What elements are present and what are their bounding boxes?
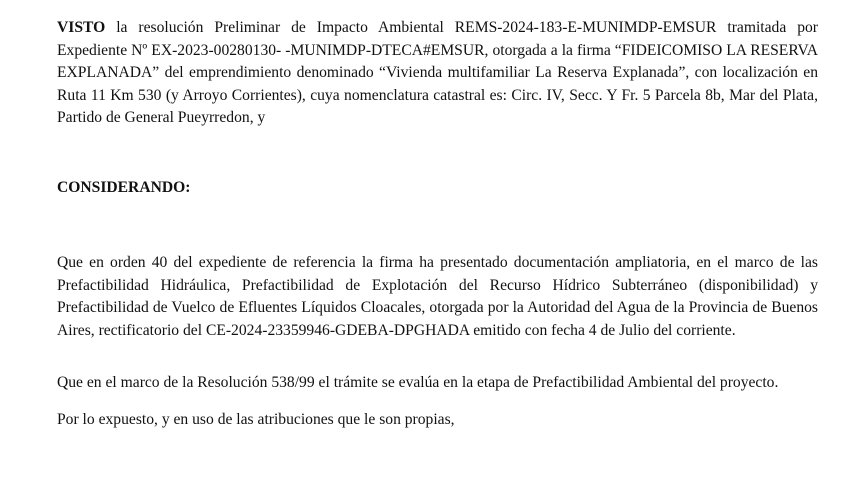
considerando-paragraph-2: Que en el marco de la Resolución 538/99 el trámite se evalúa en la etapa de Prefactibilidad Ambiental del proyecto. (57, 374, 779, 391)
visto-lead: VISTO (57, 19, 106, 36)
document-page (57, 0, 818, 479)
closing-paragraph: Por lo expuesto, y en uso de las atribuciones que le son propias, (57, 411, 455, 428)
considerando-heading: CONSIDERANDO: (57, 179, 191, 196)
considerando-paragraph-1: Que en orden 40 del expediente de referencia la firma ha presentado documentación ampliatoria, en el marco de las Prefactibilidad Hidráulica, Prefactibilidad de Explotación del Recurso Hídrico Subterráneo (disponibilidad) y Prefactibilidad de Vuelco de Efluentes Líquidos Cloacales, otorgada por la Autoridad del Agua de la Provincia de Buenos Aires, rectificatorio del CE-2024-23359946-GDEBA-DPGHADA emitido con fecha 4 de Julio del corriente. (57, 254, 818, 339)
visto-paragraph (57, 17, 818, 130)
visto-text: la resolución Preliminar de Impacto Ambiental REMS-2024-183-E-MUNIMDP-EMSUR tramitada por Expediente Nº EX-2023-00280130- -MUNIMDP-DTECA#EMSUR, otorgada a la firma “FIDEICOMISO LA RESERVA EXPLANADA” del emprendimiento denominado “Vivienda multifamiliar La Reserva Explanada”, con localización en Ruta 11 Km 530 (y Arroyo Corrientes), cuya nomenclatura catastral es: Circ. IV, Secc. Y Fr. 5 Parcela 8b, Mar del Plata, Partido de General Pueyrredon, y (57, 19, 818, 127)
